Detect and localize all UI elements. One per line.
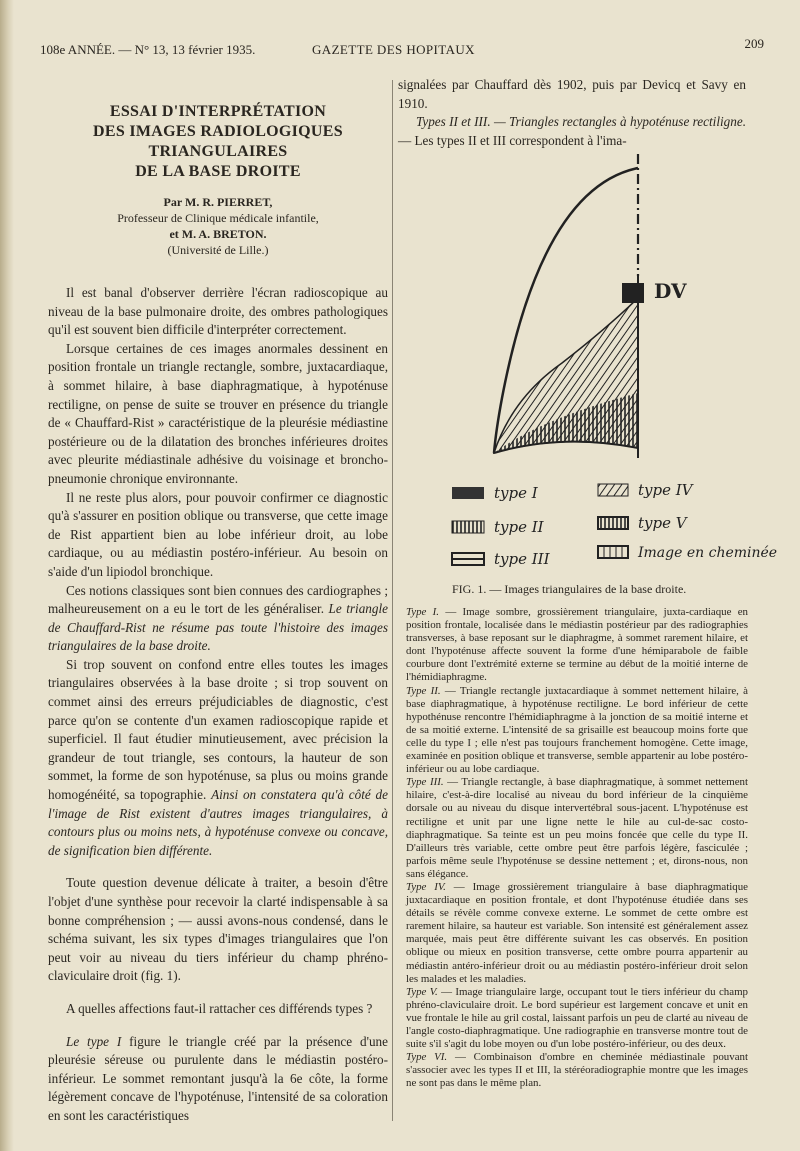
- note-type-1: [406, 606, 748, 685]
- note-type-3-label: Type III.: [406, 776, 444, 789]
- paragraph-5: [48, 656, 388, 861]
- author-2: et M. A. BRETON.: [169, 227, 267, 241]
- type-i-label: Le type I: [66, 1033, 122, 1049]
- paragraph-4: [48, 582, 388, 656]
- paragraph-3: Il ne reste plus alors, pour pouvoir confirmer ce diagnostic qu'à s'assurer en position oblique ou transverse, que cette image de Rist appartient bien au lobe inférieur droit, au lobe cardiaque, ou au médiastin postéro-inférieur. Au besoin on s'aide d'un lipiodol bronchique.: [48, 489, 388, 579]
- note-type-4: [406, 881, 748, 986]
- swatch-type-4: [598, 484, 628, 496]
- note-type-2-label: Type II.: [406, 684, 441, 697]
- author-1: Par M. R. PIERRET,: [163, 195, 273, 209]
- types-tail: — Les types II et III correspondent à l'ima-: [398, 132, 627, 148]
- right-column-top: [398, 76, 746, 150]
- swatch-image-cheminee: [598, 546, 628, 558]
- issue-info: 108e ANNÉE. — N° 13, 13 février 1935.: [40, 42, 256, 57]
- page-number: 209: [744, 36, 764, 51]
- note-type-2-text: — Triangle rectangle juxtacardiaque à sommet nettement hilaire, à base diaphragmatique, à hypoténuse rectiligne. Le bord inférieur de cette hypothénuse rencontre l'hémidiaphragme à la jonction de sa moitié interne et de sa moitié externe. L'intensité de sa grisaille est beaucoup moins forte que celle du type I ; elle n'est pas toujours franchement homogène. Cette image, examinée en position oblique et transverse, semble appartenir au lobe postéro-inférieur ou au lobe cardiaque.: [406, 684, 748, 776]
- title-line-1: ESSAI D'INTERPRÉTATION: [109, 103, 327, 120]
- paragraph-7: A quelles affections faut-il rattacher ces différends types ?: [66, 1000, 373, 1016]
- page-binding-edge: [0, 0, 14, 1151]
- note-type-3: [406, 776, 748, 881]
- note-type-1-text: — Image sombre, grossièrement triangulaire, juxta-cardiaque en position frontale, localisée dans le médiastin postérieur par des radiographies transverses, à base reposant sur le diaphragme, à sommet rarement hilaire, et dont l'hypoténuse affecte souvent la forme d'une hémiparabole de faible courbure dont l'extrémité externe se termine au début de la moitié interne de l'hémidiaphragme.: [406, 606, 748, 684]
- running-header: [40, 36, 764, 62]
- left-column: [48, 80, 388, 1126]
- paragraph-2: Lorsque certaines de ces images anormales dessinent en position frontale un triangle rectangle, sombre, juxtacardiaque, à sommet hilaire, à base diaphragmatique, à hypoténuse rectiligne, on pense de suite se trouver en présence du triangle de « Chauffard-Rist » caractéristique de la pleurésie médiastine postérieure ou de la dilatation des bronches inférieures droites avec pleurite médiastinale adhésive du voisinage et broncho-pneumonie chronique environnante.: [48, 340, 388, 486]
- article-title: [48, 102, 388, 182]
- note-type-5-label: Type V.: [406, 985, 438, 998]
- column-divider: [392, 80, 393, 1121]
- note-type-3-text: — Triangle rectangle, à base diaphragmatique, à sommet nettement hilaire, c'est-à-dire localisé au niveau du bord inférieur de la cinquième dorsale ou au niveau du disque intervertébral sous-jacent. L'hypoténuse est rectiligne et unit par une ligne nette le hile au cul-de-sac costo-diaphragmatique. Sa teinte est un peu moins foncée que celle du type II. D'ailleurs très variable, cette ombre peut être parfois légère, fasciculée ; parfois même seule l'hypoténuse se dessine nettement ; et, dirons-nous, non sans élégance.: [406, 776, 749, 880]
- hilum-mark: [622, 283, 644, 303]
- swatch-type-1: [452, 487, 484, 499]
- paragraph-8-text: figure le triangle créé par la présence d'une pleurésie séreuse ou purulente dans le médiastin postéro-inférieur. Le sommet remontant jusqu'à la 6e côte, la forme légèrement concave de l'hypoténuse, l'intensité de sa coloration en sont les caractéristiques: [48, 1033, 388, 1123]
- title-line-2: DES IMAGES RADIOLOGIQUES TRIANGULAIRES: [93, 123, 343, 160]
- paragraph-5-text: Si trop souvent on confond entre elles toutes les images triangulaires observées à la base droite ; si trop souvent on commet ainsi des erreurs préjudiciables de diagnostic, c'est parce qu'on se contente d'un examen radioscopique rapide et superficiel. Il faut étudier minutieusement, avec précision la grandeur de tout triangle, ses contours, la hauteur de son sommet, la forme de son hypoténuse, sa plus ou moins grande homogénéité, sa topographie.: [48, 656, 388, 803]
- legend: [452, 481, 777, 568]
- note-type-6: [406, 1051, 748, 1090]
- paragraph-6: Toute question devenue délicate à traiter, a besoin d'être l'objet d'une synthèse pour recevoir la clarté indispensable à sa bonne compréhension ; — aussi avons-nous condensé, dans le schéma suivant, les six types d'images triangulaires que l'on peut voir au niveau du tiers inférieur du champ phréno-claviculaire droit (fig. 1).: [48, 875, 388, 984]
- types-paragraph: [398, 113, 746, 150]
- legend-type-1: type I: [494, 484, 538, 502]
- paragraph-8: [48, 1033, 388, 1126]
- note-type-6-label: Type VI.: [406, 1051, 448, 1064]
- note-type-4-label: Type IV.: [406, 880, 446, 893]
- author-1-role: Professeur de Clinique médicale infantile,: [117, 211, 319, 225]
- paragraph-1: Il est banal d'observer derrière l'écran radioscopique au niveau de la base pulmonaire droite, des ombres pathologiques qu'il est souvent bien difficile d'interpréter correctement.: [48, 285, 388, 338]
- journal-name: GAZETTE DES HOPITAUX: [312, 42, 475, 57]
- continuation-paragraph: signalées par Chauffard dès 1902, puis par Devicq et Savy en 1910.: [398, 77, 746, 111]
- figure-1-schema: [432, 148, 778, 598]
- paragraph-4-italic: Le triangle de Chauffard-Rist ne résume pas toute l'histoire des images triangulaires de la base droite.: [48, 601, 388, 654]
- note-type-1-label: Type I.: [406, 606, 440, 618]
- legend-type-2: type II: [494, 518, 544, 536]
- swatch-type-2: [452, 521, 484, 533]
- affiliation: (Université de Lille.): [167, 243, 269, 257]
- title-line-3: DE LA BASE DROITE: [135, 163, 301, 180]
- note-type-2: [406, 685, 748, 777]
- dv-label: DV: [654, 279, 687, 303]
- legend-image-cheminee: Image en cheminée: [638, 545, 778, 561]
- figure-caption: FIG. 1. — Images triangulaires de la base droite.: [452, 582, 687, 596]
- legend-type-4: type IV: [638, 481, 693, 499]
- swatch-type-5: [598, 517, 628, 529]
- note-type-5: [406, 986, 748, 1051]
- legend-type-3: type III: [494, 550, 550, 568]
- byline: [48, 194, 388, 258]
- note-type-5-text: — Image triangulaire large, occupant tout le tiers inférieur du champ phréno-claviculaire droit. Le bord supérieur est largement concave et unit en vue frontale le hile au gril costal, laissant parfois un peu de clarté au niveau de l'angle costo-diaphragmatique. Une radiographie en transverse montre tout de suite s'il s'agit du lobe moyen ou d'un lobe postéro-inférieur, ou des deux.: [406, 985, 748, 1051]
- paragraph-5-italic: Ainsi on constatera qu'à côté de l'image de Rist existent d'autres images triangulaires, à contours plus ou moins nets, à hypoténuse convexe ou concave, de signification bien différente.: [48, 787, 389, 858]
- legend-type-5: type V: [638, 514, 687, 532]
- note-type-4-text: — Image grossièrement triangulaire à base diaphragmatique juxtacardiaque en position frontale, et dont l'hypoténuse étudiée dans ses détails se révèle comme convexe externe. Le sommet de cette ombre est rarement hilaire, sa hauteur est variable. Son intensité est généralement assez marquée, mais peut être différente suivant les cas observés. En position oblique ou mieux en position transverse, cette ombre pourra appartenir au médiastin antéro-inférieur droit ou au médiastin postéro-inférieur droit selon les malades et les maladies.: [406, 880, 748, 985]
- figure-notes: [406, 606, 748, 1090]
- note-type-6-text: — Combinaison d'ombre en cheminée médiastinale pouvant s'associer avec les types II et III, la stéréoradiographie montre que les images ne sont pas dans le même plan.: [406, 1051, 748, 1090]
- paragraph-4-text: Ces notions classiques sont bien connues des cardiographes ; malheureusement on a eu le tort de les généraliser.: [48, 582, 388, 617]
- types-heading: Types II et III. — Triangles rectangles à hypoténuse rectiligne.: [416, 114, 746, 130]
